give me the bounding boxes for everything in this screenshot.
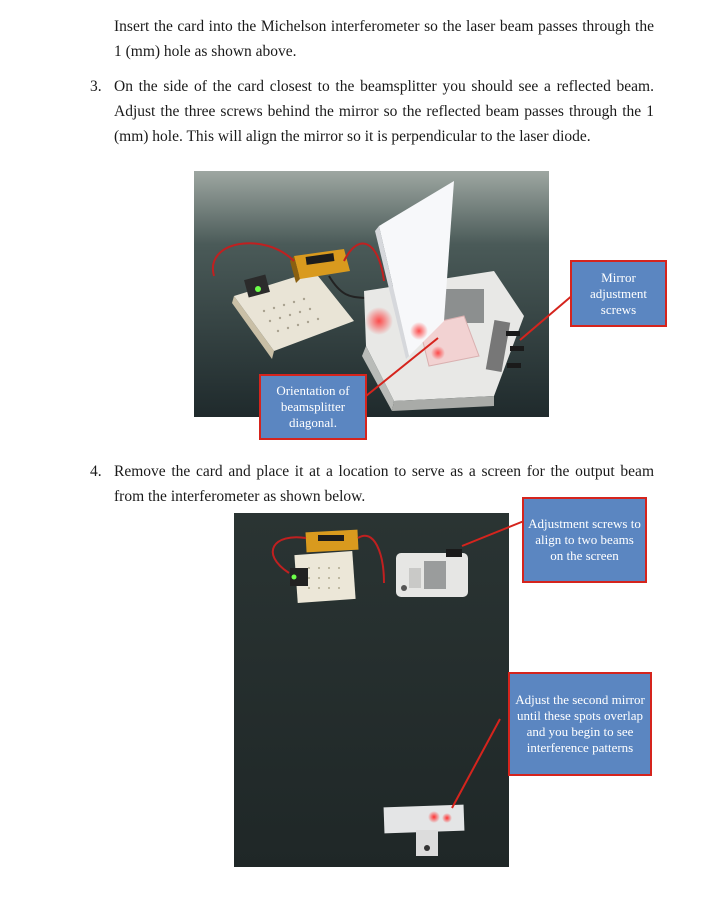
callout-second-mirror: Adjust the second mirror until these spots overlap and you begin to see interference patterns — [508, 672, 652, 776]
intro-paragraph: Insert the card into the Michelson interferometer so the laser beam passes through the 1 (mm) hole as shown above. — [114, 18, 654, 60]
callout-mirror-adjustment-screws: Mirror adjustment screws — [570, 260, 667, 327]
step-4-number: 4. — [90, 463, 102, 480]
step-3-text: On the side of the card closest to the beamsplitter you should see a reflected beam. Adjust the three screws behind the mirror so the reflected beam passes through the 1 (mm) hole. This will align the mirror so it is perpendicular to the laser diode. — [114, 78, 654, 145]
photo-illustration — [194, 171, 549, 417]
step-3-number: 3. — [90, 78, 102, 95]
callout-adjustment-screws: Adjustment screws to align to two beams on the screen — [522, 497, 647, 583]
interferometer-card-photo — [194, 171, 549, 417]
step-4-text: Remove the card and place it at a location to serve as a screen for the output beam from the interferometer as shown below. — [114, 463, 654, 505]
callout-beamsplitter-orientation: Orientation of beamsplitter diagonal. — [259, 374, 367, 440]
output-screen-setup-photo — [234, 513, 509, 867]
photo-illustration-2 — [234, 513, 509, 867]
